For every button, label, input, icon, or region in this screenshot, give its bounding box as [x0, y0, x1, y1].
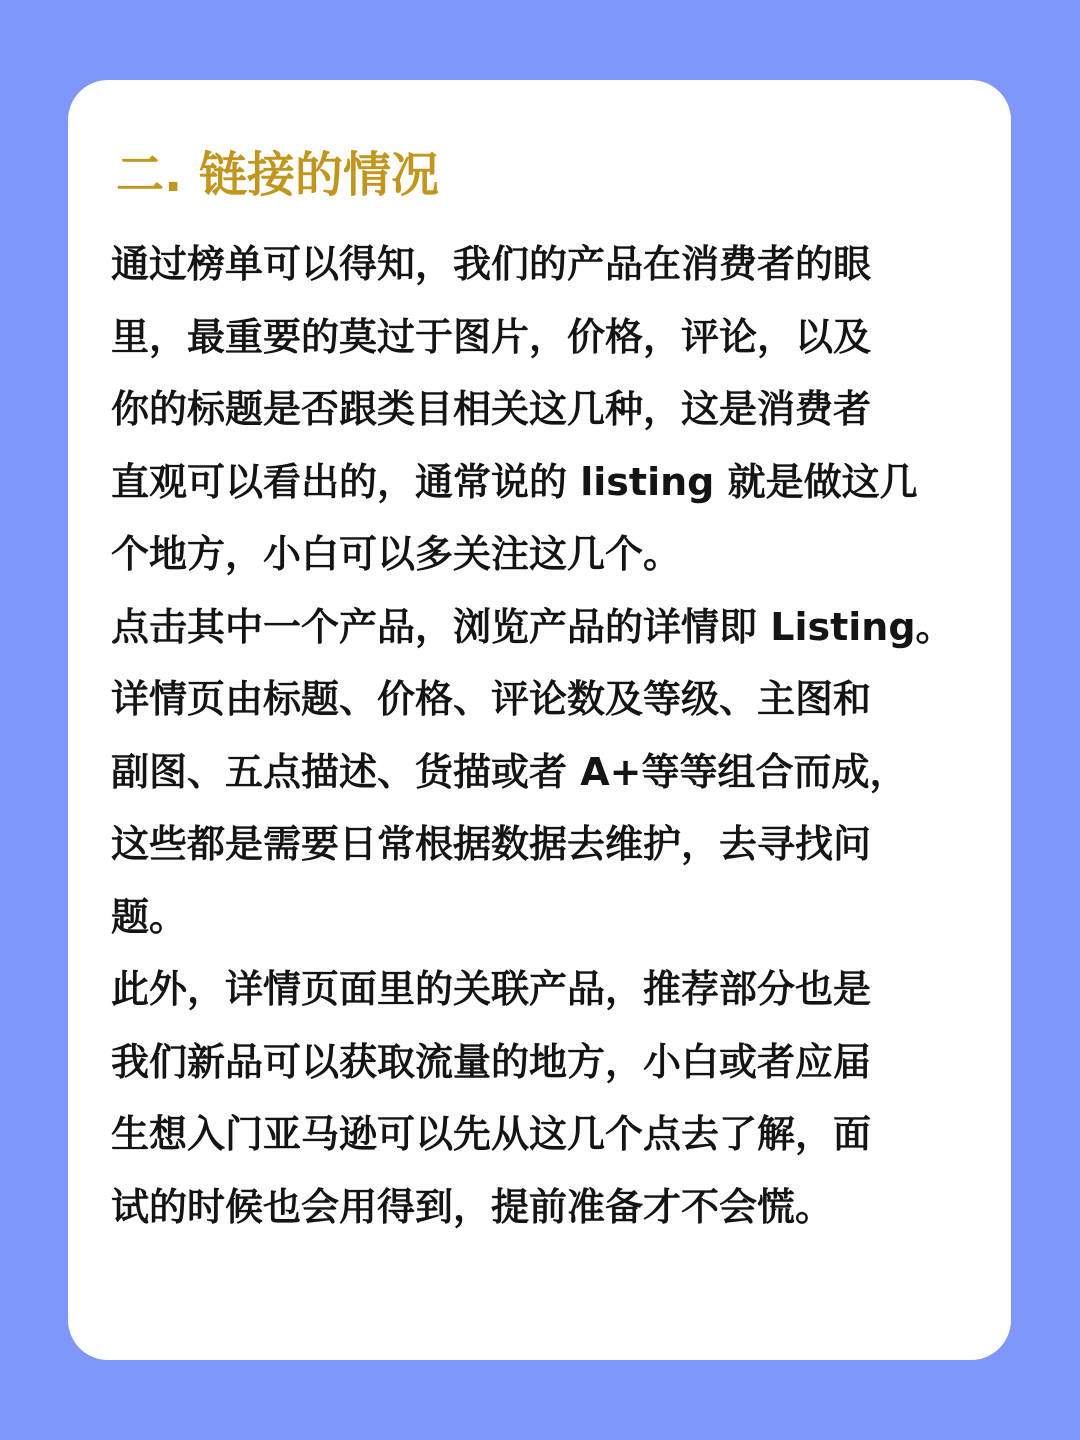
text-line: 我们新品可以获取流量的地方，小白或者应届 — [111, 1039, 872, 1084]
body-text — [111, 228, 1011, 1243]
text-line: 点击其中一个产品，浏览产品的详情即 Listing。 — [111, 604, 954, 649]
text-line: 你的标题是否跟类目相关这几种，这是消费者 — [111, 387, 872, 431]
text-line: 副图、五点描述、货描或者 A+等等组合而成， — [111, 749, 908, 794]
text-line: 生想入门亚马逊可以先从这几个点去了解，面 — [111, 1112, 872, 1156]
section-title: 二. 链接的情况 — [116, 147, 439, 203]
text-line: 个地方，小白可以多关注这几个。 — [111, 532, 682, 576]
text-line: 通过榜单可以得知，我们的产品在消费者的眼 — [111, 242, 872, 286]
text-line: 这些都是需要日常根据数据去维护，去寻找问 — [111, 822, 872, 866]
text-line: 试的时候也会用得到，提前准备才不会慌。 — [111, 1184, 834, 1229]
text-line: 直观可以看出的，通常说的 listing 就是做这几 — [111, 459, 918, 504]
text-line: 详情页由标题、价格、评论数及等级、主图和 — [111, 677, 872, 721]
text-line: 题。 — [111, 894, 188, 939]
text-line: 里，最重要的莫过于图片，价格，评论，以及 — [111, 314, 872, 359]
text-line: 此外，详情页面里的关联产品，推荐部分也是 — [111, 967, 872, 1011]
